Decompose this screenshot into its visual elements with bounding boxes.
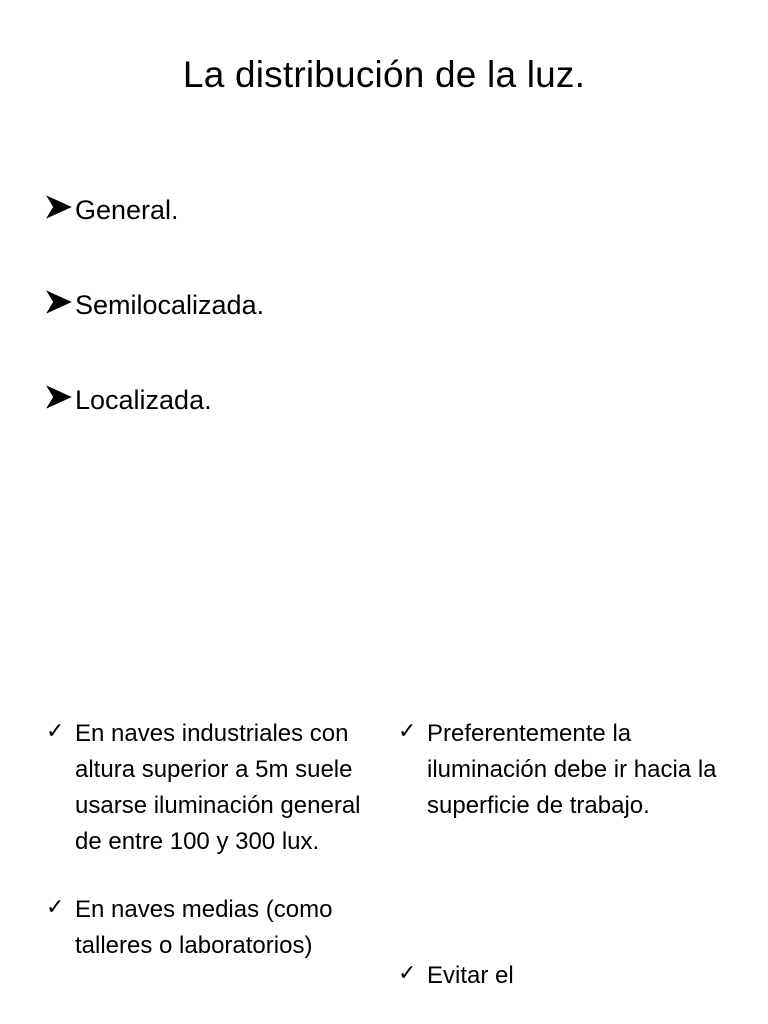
check-bullet-text: En naves industriales con altura superior a 5m suele usarse iluminación general de entre 100 y 300 lux. [75, 720, 361, 855]
check-bullet-text: Preferentemente la iluminación debe ir hacia la superficie de trabajo. [427, 720, 717, 819]
check-bullet-item [398, 716, 728, 824]
left-bullet-column [46, 716, 366, 964]
check-bullet-item [46, 892, 366, 964]
checkmark-icon: ✓ [398, 718, 417, 743]
main-bullet-label: General. [75, 195, 179, 225]
arrowhead-bullet-icon [46, 289, 72, 315]
arrowhead-bullet-icon [46, 194, 72, 220]
check-bullet-text: Evitar el [427, 962, 514, 989]
main-bullet-list [46, 188, 726, 473]
check-bullet-text: En naves medias (como talleres o laboratorios) [75, 896, 333, 959]
main-bullet-item [46, 188, 726, 283]
arrowhead-bullet-icon [46, 384, 72, 410]
main-bullet-label: Semilocalizada. [75, 290, 265, 320]
checkmark-icon: ✓ [46, 894, 65, 919]
checkmark-icon: ✓ [398, 960, 417, 985]
checkmark-icon: ✓ [46, 718, 65, 743]
main-bullet-item [46, 283, 726, 378]
check-bullet-item [398, 958, 728, 994]
main-bullet-item [46, 378, 726, 473]
right-bullet-column [398, 716, 728, 994]
check-bullet-item [46, 716, 366, 860]
slide-title: La distribución de la luz. [182, 54, 586, 95]
main-bullet-label: Localizada. [75, 385, 212, 415]
